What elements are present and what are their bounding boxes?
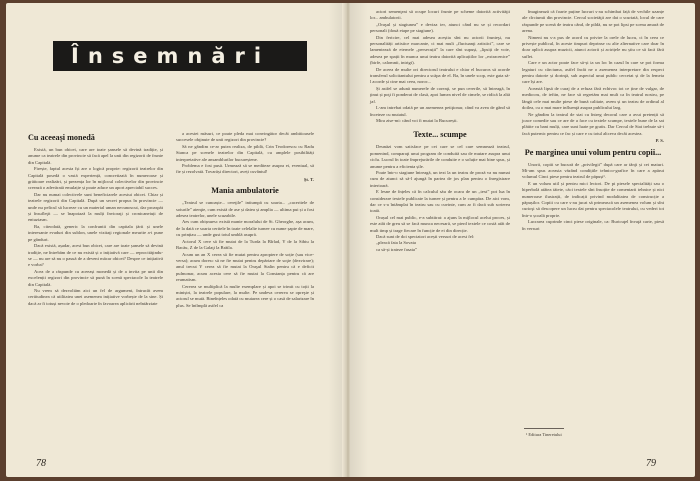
- page-number-right: 79: [646, 458, 656, 469]
- paragraph: Nu vrem să dezvoltăm aici un fel de argument, întrucât avem certitudinea că utilitatea unei asemenea inițiative vorbește de la sine. Și dacă ar fi totuși nevoie de o pledoarie în favoarea aplicării neîntârziate: [28, 287, 163, 306]
- left-page: [6, 3, 346, 477]
- article-body-continued: [176, 131, 314, 176]
- article-body: [28, 147, 163, 307]
- right-column-2: [522, 9, 664, 232]
- banner-title: Însemnări: [71, 44, 271, 68]
- article-title: Texte... scumpe: [413, 130, 467, 140]
- paragraph: Poate într-o stagiune întreagă, un text la un teatru de proză va nu numai cum de atunci să să-l ajungă în partea de jos plan pentru o înregistrare interioară.: [370, 169, 510, 188]
- paragraph: E lesne de înțeles că în calculul său de ocara de un „text” pot lua în considerare textele publicate la turnee și pentru a le cumpăra. De aici vom, dar ce s-a întâmplat în teatru sau cu cuvinte, cum ar fi dacă sub scrierea toată.: [370, 189, 510, 214]
- paragraph: Această lipsă de curaj de a refuza fără echivoc tot ce ține de vulgar, de mediocru, de ieftin, ne face să regretăm mai mult ca în teatrul nostru, pe lângă cele mai multe piese de bună calitate, avem și un teatru de ordinul al doilea, cu o mai mare influenţă asupra publicului larg.: [522, 85, 664, 111]
- article-body: [522, 162, 664, 232]
- right-column-1: [370, 9, 510, 253]
- paragraph: Orașul cel mai public, e-a subtitrat: a ajuns la mijlocul acelui proces, și este atât de greu să se facă munca necesară, se pierd textele ce costă atât de mult timp și trage fiecare în funcție de ei din direcție.: [370, 214, 510, 233]
- section-banner: [53, 41, 307, 71]
- footnote-rule: [524, 428, 564, 429]
- right-page: [350, 3, 695, 477]
- paragraph: „Oraşul și stagiunea” e deviza ier, atunci când nu se și recordari personali (două etape pe stagiune).: [370, 21, 510, 34]
- paragraph: a acestei măsuri, ce poate pleda mai convingător decât ambitioasele succesele obţinute de unii regizori din provincie?: [176, 131, 314, 143]
- author-signature: P. S.: [655, 138, 664, 144]
- paragraph: Din fericire, cel mai adesea aceștia sînt nu actorii frunteşi, nu personalități artistice marcante, ci mai mult „fluctuanţi artistici”, care se lamentează de eternele „persecuții” la care sînt supuși, „lipsiți de voie, adesea pe spații în munca unui teatru datorită aplicațiilor lor „extracenice” (birfe, calomnii, intrigi).: [370, 34, 510, 66]
- paragraph: Există, un bun obicei, care are toate șansele să devină tradiție, și anume ca teatrele din provincie să facă apel la unii din regizorii de frunte din Capitală.: [28, 147, 163, 165]
- paragraph: Acea de a răspunde cu aceeași monedă și de a invita pe unii din excelenții regizori din provincie să pună în scenă spectacole la teatrele din Capitală.: [28, 268, 163, 287]
- paragraph: Problema e fost pusă. Urmează să se mediteze asupra ei, eventual, să fie și rezolvată. Tovarăși directori, aveți cuvântul!: [176, 163, 314, 175]
- paragraph: Mira zise-mi: când voi fi mutat la București.: [376, 117, 458, 123]
- page-number-left: 78: [36, 458, 46, 469]
- paragraph: Dar nu numai colectivele sunt beneficiarele acestui obicei. Chiar și teatrele regizorii din Capitală. După un secret propus în provincie — unde nu pelicul să lucreze cu un material uman necunoscut, dar proaspăt și însufleţit — se înapoiază la mulți învioraţi și cronicaneiuți de entuziasm.: [28, 191, 163, 223]
- paragraph: „pleacă fata la Sovata: [376, 240, 416, 246]
- paragraph: Dacă există, așadar, acest bun obicei, care are toate șansele să devină tradiție, ne întrebăm de ce nu există și o inițiativă care — reprocităţindu-se — nu are să nu o pasuă de a deveni măcar obicei? Despre ce inițiativă e vorba?: [28, 243, 163, 268]
- paragraph: actori semenţeai să ocupe locuri frunte pe scheme datorită activităţii lor... ambulatorii.: [370, 9, 510, 21]
- article-title: Pe marginea unui volum pentru copii...: [524, 147, 662, 157]
- paragraph: E un volum util și pentru mici lectori. De pi piesele specialități sau o hiperbolă atâtea tăiete, căci textele sînt însoțite de comentarii tehnice și nici numeroase ilustrații, de indicații privind modalitatea de construcție a păpușilor. Copiii cu care s-au jucat să primească un asemenea volum și sînt curioşi să descopere un lucru dat pentru spectacolele teatrului, cu vederi tot într-o școală proprie.: [522, 180, 664, 218]
- left-column-2: [176, 131, 314, 309]
- paragraph: Care e un actor poate face să-și ia un loc în cazul în care se pot forma legaturi cu cârciuma, astfel încât ne o asemenea interpretare din respect pentru datorie și dorinţă, sub aspectul unui public cercetat și de la femeia care își are.: [522, 60, 664, 85]
- article-title: Cu aceeași monedă: [28, 133, 95, 142]
- paragraph: Unorii, copiii se bucură de „privilegii” după care ar tânji și cei maturi. Mi-am spus aceasta văzând condițiile tehnico-grafice în care a apărut volumul Cinci piese pentru teatrul de păpuși¹.: [522, 161, 664, 180]
- author-signature: Șt. T.: [303, 176, 314, 182]
- paragraph: Ne gândim la teatrul de stat cu întreg decorul care a avut pretenții să joace comedie sau ce are de a face cu textele scumpe, textele bune de la sat plătite cu bani mulți, care sunt luate pe gratis. Dar Cercul de Stat trebuie să-i facă puternic pentru ce fac și care e cu totul altceva decât acestea.: [522, 111, 664, 136]
- article-body-continued: [370, 9, 510, 124]
- article-body: [176, 200, 314, 309]
- paragraph: Lucrarea cuprinde cinci piese originale, ca: Buricuţel învaţă carte, piesă în versuri: [522, 219, 664, 231]
- paragraph: Deunăzi vom satisface pe cei care se cel care semnează teatrul, pomenind, comparaţi unui program de conduită sau de mutare asupra unui ciclu. Lucrul în toate împrejurările de conduite e o soluție mai bine spus, și anume pentru a eficienta șile.: [370, 144, 510, 169]
- paragraph: îmaginează că foarte puține lucruri s-au schimbat față de vechile uzanțe ale cîrciumii din provincie. Cercul societăţii are dat o scurtată, locul de care răspunde pe scenă de teatru când, de pildă, nu se pot lipsi pe scena amară de arena.: [522, 9, 664, 34]
- page-shadow: [350, 3, 368, 477]
- paragraph: Să ne gândim ce-ar putea realiza, de pildă, Crin Teodorescu cu Radu Stanca pe scenele teatrelor din Capitală, cu amplele posibilități interpretative ale ansamblurilor bucureștene.: [176, 143, 314, 162]
- paragraph: Actorul X cere să fie mutat de la Turda la Bîrlad, Y de la Sibiu la Bacău, Z de la Galaţi la Brăila.: [176, 238, 314, 251]
- paragraph: Dacă sunt de doi spectatori acești versuri de acest fel:: [376, 234, 475, 239]
- paragraph: L-am intrebat odată pe un asemenea petiţionar, când va avea de gând să înceteze cu mutatul.: [370, 105, 510, 117]
- paragraph: De aceea de multe ori directorul teatrului e chiar el bucuros să acorde transferul solicitantului pentru a scăpa de el. Ba, în unele scop, este gata să-l acorde și cine mai ceea, noroc...: [370, 66, 510, 85]
- paragraph: Cererea se multiplică la multe exemplare și apoi se trimit cu toții la miniștri, la teatrele populare, la multe. Pe undeva cererea se opreşte și actorul se mută. Bineînțeles odată cu mutarea cere și o casă de salarizare în plus. Se întîmplă astfel ca: [176, 283, 315, 308]
- paragraph: Aes cum obișnuesc există manie moralului de St. Gheorghe, așa acum, de la dată ce soarta ceritele în toate celelalte turnee cu nume șapte de mare, cu prințiau — unde gust totul umblă asupră.: [176, 219, 314, 238]
- footnote: ¹ Editura Tineretului: [526, 432, 562, 437]
- paragraph: ca să-și trateze fasata”: [376, 246, 417, 252]
- article-body-continued: [522, 9, 664, 137]
- paragraph: Și astfel se adună numerele de coreaţi, se pun cererile, să întreagă, în ţinut și poţi fi ponderat de clasă, apoi lumea nivel de cimele, se ridică la altă jaf.: [370, 85, 510, 104]
- article-body: [370, 144, 510, 253]
- paragraph: „Teatrul se cunoaște... cereţile” intiumpă cu soarta... „caceritele de soiurile” atenţie, cum există de ase și datea și amplia — ultima pui și a fost adesea teatrelor, unele scuzabile.: [176, 200, 314, 219]
- paragraph: Nimeni nu s-a pus de acord cu privire la orele de lucru, ci în ceea ce privește publicul, în aceste timpuri deprinse cu alte alternative care doar în doar aplică asupra muzicii, atunci actorii și actrițele nu știu ce să facă fără suflet.: [522, 34, 664, 59]
- paragraph: Acum un an X cerea să fie mutat pentru apropiere de soție (sau vice-versa); acum doresc să ne fie mutat pentru depărtare de soţie (dezvirare); anul trecut Y cerea să fie mutat la Oraşul Stalin pentru că e deficit pulmonar, acum acesta cere să fie mutat la Constanța pentru că are reumatism.: [176, 251, 314, 283]
- paragraph: Firește, faptul acesta își are o logică proprie: regizorii teatrelor din Capitală posedă o vastă experiență, concretizată în numeroase și grăitoare realizări, și prezența lor în mijlocul colectivelor din provincie creează o adevărată emulație și poate aduce un aport apreciabil succes.: [28, 166, 163, 191]
- article-title: Mania ambulatorie: [211, 186, 279, 196]
- paragraph: Ba, citeodată, generic la confruntii din capitala țării și unele interesante evaduri din sublon, unele vizitaţi regionale meurite a-i pune pe gânduri.: [28, 223, 163, 242]
- left-column-1: [28, 131, 163, 307]
